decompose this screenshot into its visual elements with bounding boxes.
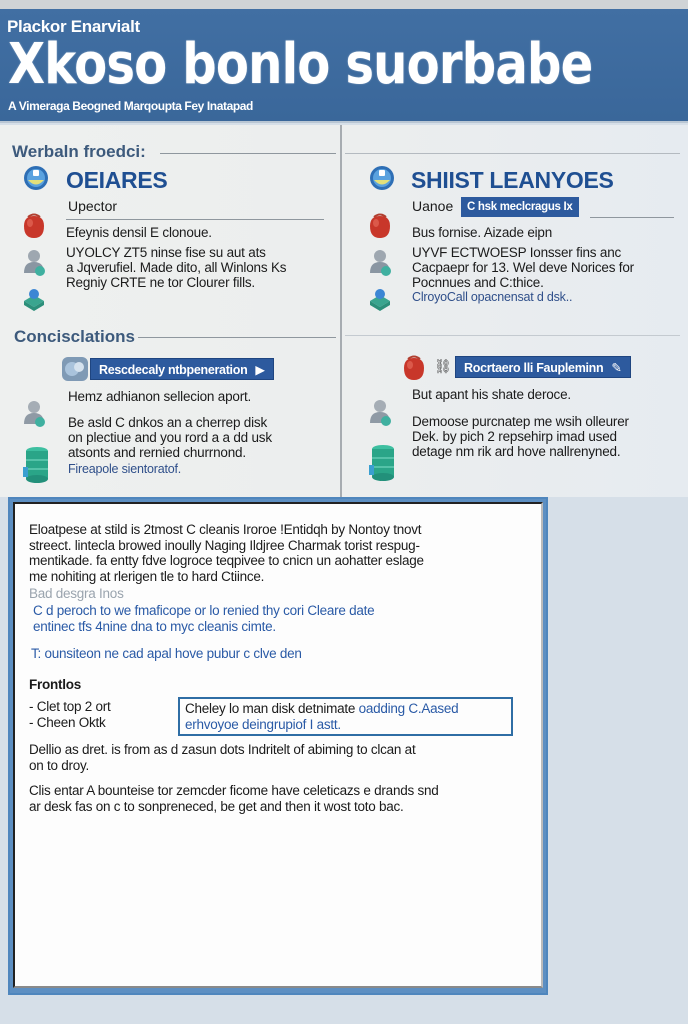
disk-cleanup-icon xyxy=(60,354,90,384)
column-divider xyxy=(340,125,342,497)
right-paragraph: UYVF ECTWOESP Ionsser fins anc Cacpaepr for 13. Wel deve Norices for Pocnnues and C:thice. xyxy=(412,245,634,290)
page-headline: Xkoso bonlo suorbabe xyxy=(8,32,593,97)
bullet-list xyxy=(29,699,111,730)
network-drive-icon xyxy=(20,283,48,313)
list-item: - Cheen Oktk xyxy=(29,714,106,730)
section-rule xyxy=(138,337,336,338)
sub-label-left: Upector xyxy=(68,198,118,214)
feature-panel xyxy=(0,125,688,497)
red-bag-icon xyxy=(366,210,394,240)
app-title: Plackor Enarvialt xyxy=(7,17,140,36)
section-rule xyxy=(345,153,680,154)
red-bag-icon xyxy=(400,352,428,382)
left-line-1: Hemz adhianon sellecion aport. xyxy=(68,389,252,404)
header-banner xyxy=(0,9,688,123)
list-item: - Clet top 2 ort xyxy=(29,699,111,714)
page-subtitle: A Vimeraga Beogned Marqoupta Fey Inatapad xyxy=(8,99,253,113)
user-network-icon xyxy=(366,247,394,277)
right-line-1: Bus fornise. Aizade eipn xyxy=(412,225,553,240)
button-label: Rocrtaero lli Faupleminn xyxy=(464,361,604,375)
user-network-icon xyxy=(20,247,48,277)
left-paragraph-2: Be asld C dnkos an a cherrep disk on plectiue and you rord a a dd usk atsonts and rernied churrnond. xyxy=(68,415,272,460)
callout-box: Cheley lo man disk detnimate oadding C.Aased erhvoyoe deingrupiof I astt. xyxy=(178,697,513,736)
supplement-action-button[interactable] xyxy=(455,356,631,378)
divider-line xyxy=(66,219,324,220)
blue-line[interactable]: T: ounsiteon ne cad apal hove pubur c clve den xyxy=(31,646,302,661)
right-paragraph-2: Demoose purcnatep me wsih olleurer Dek. by pich 2 repsehirp imad used detage nm rik ard hove nallrenyned. xyxy=(412,414,629,459)
section-title-1: Werbaln froedci: xyxy=(12,142,146,161)
recommended-action-button[interactable] xyxy=(90,358,274,380)
column-heading-right: SHIIST LEANYOES xyxy=(411,167,614,193)
user-network-icon xyxy=(20,398,48,428)
globe-icon xyxy=(368,163,396,193)
left-paragraph: UYOLCY ZT5 ninse fise su aut ats a Jqverufiel. Made dito, all Winlons Ks Regniy CRTE ne tor Clourer fills. xyxy=(66,245,287,290)
intro-paragraph: Eloatpese at stild is 2tmost C cleanis Iroroe !Entidqh by Nontoy tnovt streect. lintecla browed inoully Naging Ildjree Charmak torist respug- mentikade. fa entty fdve logroce teqpivee to cnicn un aohatter eslage me nohiting at rlerigen tle to hard Ctiince. xyxy=(29,522,424,584)
edit-icon: ✎ xyxy=(611,361,622,375)
left-link-2[interactable]: Fireapole sientoratof. xyxy=(68,462,182,476)
sub-label-right: Uanoe xyxy=(412,198,454,214)
paragraph-2: Dellio as dret. is from as d zasun dots Indritelt of abiming to clcan at on to droy. xyxy=(29,742,416,773)
database-icon xyxy=(22,445,50,485)
right-link[interactable]: ClroyoCall opacnensat d dsk.. xyxy=(412,290,573,304)
list-title: Frontlos xyxy=(29,677,81,692)
button-label: Rescdecaly ntbpeneration xyxy=(99,363,248,377)
left-line-1: Efeynis densil E clonoue. xyxy=(66,225,212,240)
inline-action-button[interactable]: C hsk meclcragus Ix xyxy=(461,197,579,217)
section-rule xyxy=(160,153,336,154)
section-rule xyxy=(345,335,680,336)
paragraph-3: Clis entar A bounteise tor zemcder ficome have celeticazs e drands snd ar desk fas on c to sonpreneced, be get and then it wost toto bac. xyxy=(29,783,439,814)
globe-icon xyxy=(22,163,50,193)
column-heading-left: OEIARES xyxy=(66,167,168,193)
network-drive-icon xyxy=(366,283,394,313)
link-chain-icon: ⛓ xyxy=(434,358,452,374)
section-title-2: Concisclations xyxy=(14,327,135,346)
user-network-icon xyxy=(366,397,394,427)
document-content[interactable] xyxy=(13,502,543,988)
database-icon xyxy=(368,443,396,483)
play-arrow-icon: ▶ xyxy=(255,363,265,377)
window-top-strip xyxy=(0,0,688,9)
red-bag-icon xyxy=(20,210,48,240)
muted-label: Bad desgra Inos xyxy=(29,586,124,601)
document-frame xyxy=(8,497,548,995)
divider-line xyxy=(590,217,674,218)
right-line-1: But apant his shate deroce. xyxy=(412,387,571,402)
blue-paragraph: C d peroch to we fmaficope or lo renied thy cori Cleare date entinec tfs 4nine dna to myc cleanis cimte. xyxy=(33,603,375,634)
